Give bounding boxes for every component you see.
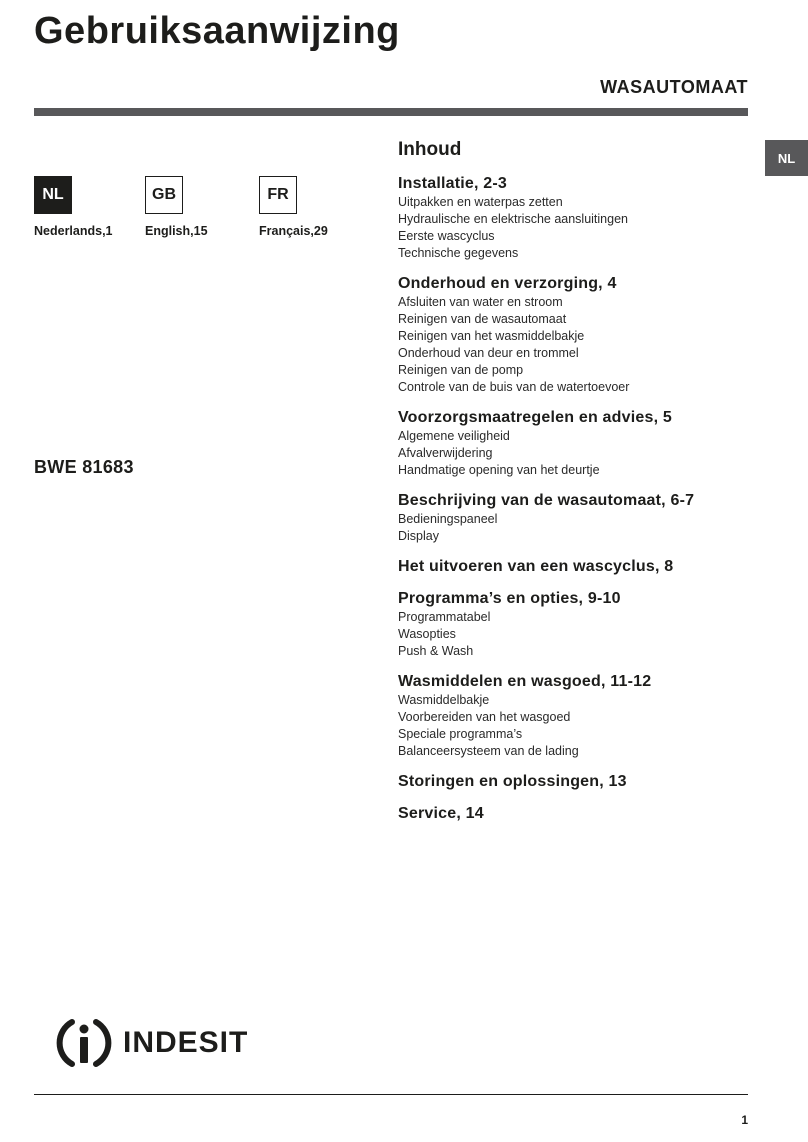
footer-divider xyxy=(34,1094,748,1095)
toc-item[interactable]: Programmatabel xyxy=(398,610,491,624)
toc-item[interactable]: Reinigen van het wasmiddelbakje xyxy=(398,329,585,343)
language-side-tab: NL xyxy=(765,140,808,176)
toc-item[interactable]: Bedieningspaneel xyxy=(398,512,498,526)
brand-wordmark: INDESIT xyxy=(123,1026,249,1059)
language-option-nl[interactable] xyxy=(34,176,113,238)
toc-section xyxy=(398,174,758,262)
header-divider xyxy=(34,108,748,116)
language-option-gb[interactable] xyxy=(145,176,208,238)
language-caption: Français,29 xyxy=(259,224,328,238)
indesit-logo-icon xyxy=(55,1015,113,1071)
toc-section-title[interactable]: Beschrijving van de wasautomaat, 6-7 xyxy=(398,492,695,509)
toc-item[interactable]: Balanceersysteem van de lading xyxy=(398,744,579,758)
toc-item[interactable]: Wasmiddelbakje xyxy=(398,693,490,707)
page-number: 1 xyxy=(741,1113,748,1127)
table-of-contents xyxy=(398,138,758,836)
language-code-box: GB xyxy=(145,176,183,214)
toc-sections xyxy=(398,174,758,824)
toc-section-title[interactable]: Service, 14 xyxy=(398,805,484,822)
toc-item[interactable]: Reinigen van de pomp xyxy=(398,363,524,377)
toc-item[interactable]: Algemene veiligheid xyxy=(398,429,510,443)
toc-item[interactable]: Handmatige opening van het deurtje xyxy=(398,463,600,477)
toc-section xyxy=(398,491,758,545)
toc-item[interactable]: Technische gegevens xyxy=(398,246,519,260)
toc-section xyxy=(398,408,758,479)
language-option-fr[interactable] xyxy=(259,176,328,238)
toc-section xyxy=(398,804,758,824)
toc-section-title[interactable]: Voorzorgsmaatregelen en advies, 5 xyxy=(398,409,672,426)
brand-logo xyxy=(55,1015,248,1071)
toc-item[interactable]: Wasopties xyxy=(398,627,456,641)
document-title: Gebruiksaanwijzing xyxy=(34,10,400,52)
language-code-box: NL xyxy=(34,176,72,214)
toc-section-title[interactable]: Storingen en oplossingen, 13 xyxy=(398,773,627,790)
toc-item[interactable]: Reinigen van de wasautomaat xyxy=(398,312,567,326)
toc-section-title[interactable]: Het uitvoeren van een wascyclus, 8 xyxy=(398,558,674,575)
toc-item[interactable]: Display xyxy=(398,529,439,543)
toc-item[interactable]: Hydraulische en elektrische aansluitingen xyxy=(398,212,628,226)
toc-section xyxy=(398,772,758,792)
toc-section-title[interactable]: Programma’s en opties, 9-10 xyxy=(398,590,621,607)
toc-section xyxy=(398,557,758,577)
toc-section xyxy=(398,672,758,760)
toc-heading: Inhoud xyxy=(398,139,462,160)
toc-section xyxy=(398,274,758,396)
language-caption: Nederlands,1 xyxy=(34,224,113,238)
toc-item[interactable]: Push & Wash xyxy=(398,644,474,658)
toc-section-title[interactable]: Wasmiddelen en wasgoed, 11-12 xyxy=(398,673,652,690)
toc-section-title[interactable]: Onderhoud en verzorging, 4 xyxy=(398,275,617,292)
toc-item[interactable]: Uitpakken en waterpas zetten xyxy=(398,195,563,209)
toc-section xyxy=(398,589,758,660)
toc-item[interactable]: Speciale programma’s xyxy=(398,727,523,741)
language-caption: English,15 xyxy=(145,224,208,238)
model-number: BWE 81683 xyxy=(34,457,134,477)
toc-section-title[interactable]: Installatie, 2-3 xyxy=(398,175,508,192)
toc-item[interactable]: Voorbereiden van het wasgoed xyxy=(398,710,571,724)
toc-item[interactable]: Afsluiten van water en stroom xyxy=(398,295,563,309)
toc-item[interactable]: Controle van de buis van de watertoevoer xyxy=(398,380,630,394)
toc-item[interactable]: Onderhoud van deur en trommel xyxy=(398,346,579,360)
language-code-box: FR xyxy=(259,176,297,214)
toc-item[interactable]: Afvalverwijdering xyxy=(398,446,493,460)
product-type: WASAUTOMAAT xyxy=(600,77,748,97)
toc-item[interactable]: Eerste wascyclus xyxy=(398,229,495,243)
